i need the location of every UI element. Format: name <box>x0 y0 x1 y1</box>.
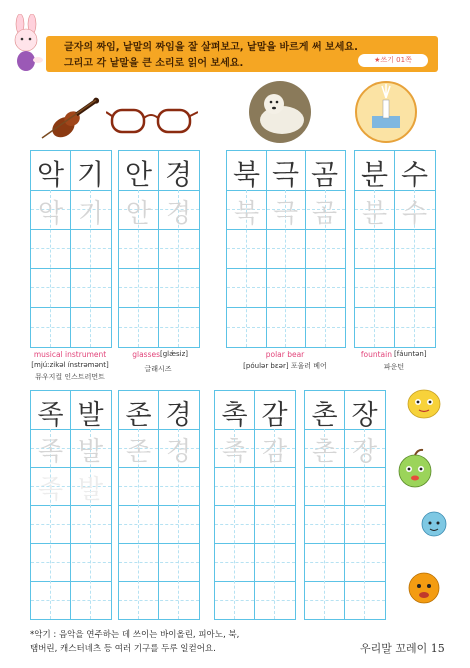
instruction-line-1: 글자의 짜임, 낱말의 짜임을 잘 살펴보고, 낱말을 바르게 써 보세요. <box>64 42 358 53</box>
writing-grid-bunsu <box>354 150 436 348</box>
caption-phonetic: [fáuntən] <box>394 350 427 358</box>
trace-char: 곰 <box>311 199 338 229</box>
trace-char: 극 <box>272 199 299 229</box>
polar-bear-photo <box>248 80 312 144</box>
trace-char: 촌 <box>311 437 338 467</box>
trace-char: 촉 <box>221 437 248 467</box>
caption-english: fountain <box>360 350 392 359</box>
hangul-char: 발 <box>77 400 104 431</box>
rabbit-mascot-icon <box>6 14 50 74</box>
hangul-char: 존 <box>125 400 152 431</box>
faint-char: 족 <box>37 475 64 505</box>
hangul-char: 감 <box>261 400 288 431</box>
trace-char: 안 <box>125 199 152 229</box>
caption-phonetic: [glǽsiz] <box>160 350 188 358</box>
trace-char: 분 <box>361 199 388 229</box>
hangul-char: 북 <box>232 158 261 191</box>
orange-character-icon <box>404 568 444 608</box>
trace-char: 악 <box>37 199 64 229</box>
trace-char: 존 <box>125 437 152 467</box>
writing-grid-jongyeong <box>118 390 200 620</box>
faint-char: 발 <box>77 475 104 505</box>
trace-char: 북 <box>233 199 260 229</box>
writing-grid-jokbal <box>30 390 112 620</box>
caption-english: polar bear <box>265 350 305 359</box>
hangul-char: 촉 <box>221 400 248 431</box>
hangul-char: 수 <box>400 158 429 191</box>
trace-char: 족 <box>37 437 64 467</box>
trace-char: 경 <box>165 437 192 467</box>
caption-korean: 파운턴 <box>383 363 405 371</box>
lemon-character-icon <box>404 384 444 424</box>
fountain-icon <box>354 80 418 144</box>
blue-character-icon <box>418 508 450 540</box>
footnote-line-1: *악기 : 음악을 연주하는 데 쓰이는 바이올린, 피아노, 북, <box>30 630 240 640</box>
hangul-char: 경 <box>165 400 192 431</box>
trace-char: 발 <box>77 437 104 467</box>
writing-grid-chonjang <box>304 390 386 620</box>
caption-phonetic: [póulər bɛər] 포울러 베어 <box>243 362 327 370</box>
apple-character-icon <box>392 446 438 492</box>
footnote-line-2: 탬버린, 캐스터네츠 등 여러 기구를 두루 일컫어요. <box>30 644 216 654</box>
hangul-char: 경 <box>164 158 193 191</box>
violin-icon <box>32 86 106 146</box>
hangul-char: 기 <box>76 158 105 191</box>
writing-grid-bukgeukgom <box>226 150 346 348</box>
trace-char: 장 <box>351 437 378 467</box>
footnote <box>30 628 239 656</box>
trace-char: 기 <box>77 199 104 229</box>
hangul-char: 촌 <box>311 400 338 431</box>
trace-char: 감 <box>261 437 288 467</box>
caption-phonetic: [mjúːzikəl ínstrəmənt] <box>31 361 109 369</box>
trace-char: 수 <box>401 199 428 229</box>
caption-korean: 뮤우지컬 인스트러먼트 <box>35 373 105 381</box>
caption-english: musical instrument <box>33 350 107 359</box>
hangul-char: 안 <box>124 158 153 191</box>
hangul-char: 족 <box>37 400 64 431</box>
instruction-line-2: 그리고 각 낱말을 큰 소리로 읽어 보세요. <box>64 58 244 69</box>
hangul-char: 분 <box>360 158 389 191</box>
writing-grid-chokgam <box>214 390 296 620</box>
hangul-char: 극 <box>271 158 300 191</box>
hangul-char: 악 <box>36 158 65 191</box>
trace-char: 경 <box>165 199 192 229</box>
hangul-char: 곰 <box>310 158 339 191</box>
glasses-icon <box>106 100 198 140</box>
writing-grid-angyeong <box>118 150 200 348</box>
caption-korean: 글래시즈 <box>144 365 172 373</box>
workbook-badge: ★쓰기 01쪽 <box>358 54 428 67</box>
page-number: 우리말 꼬레이 15 <box>360 642 445 655</box>
caption-english: glasses <box>132 350 160 359</box>
writing-grid-akgi <box>30 150 112 348</box>
hangul-char: 장 <box>351 400 378 431</box>
